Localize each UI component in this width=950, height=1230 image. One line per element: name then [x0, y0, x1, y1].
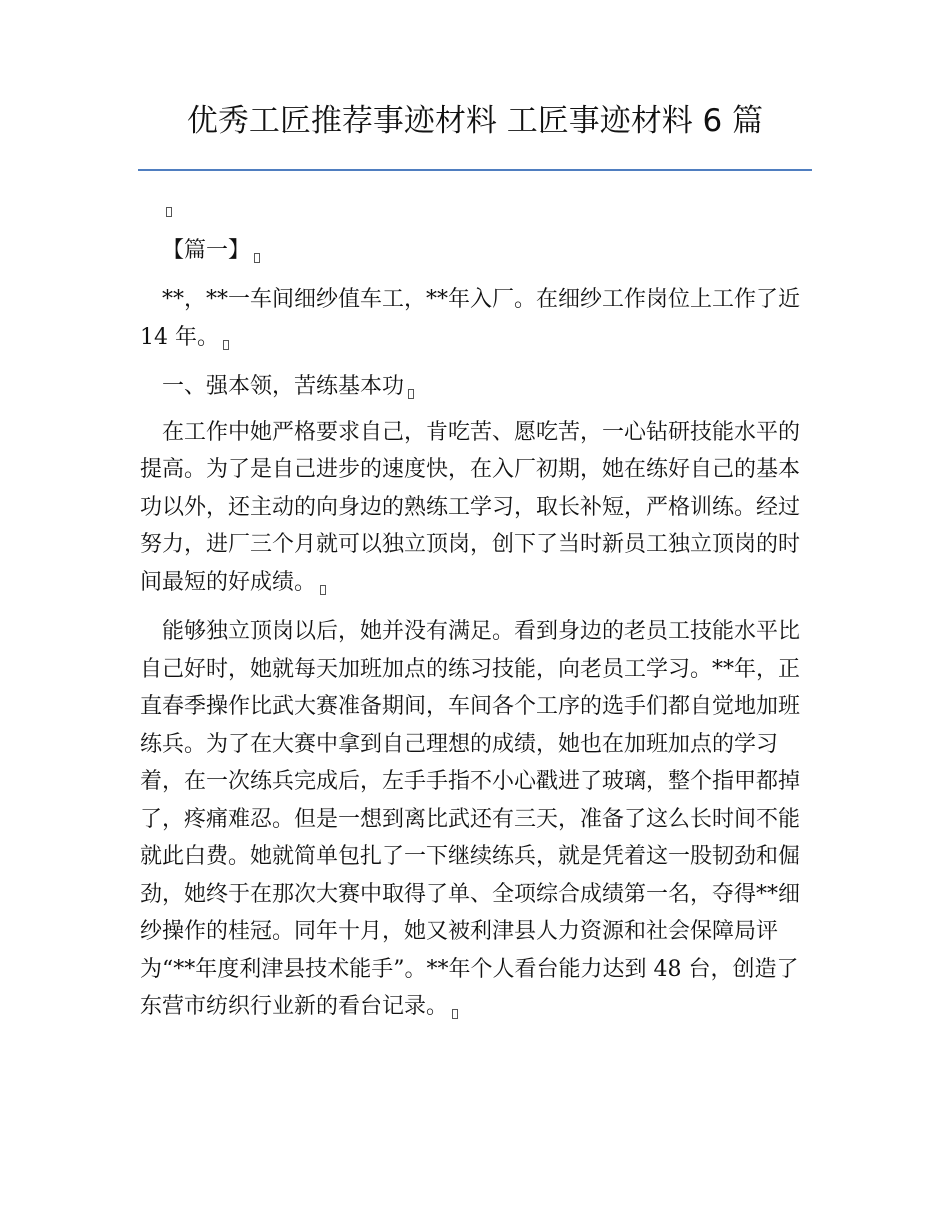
subheading-paragraph	[140, 368, 820, 406]
paragraph	[140, 281, 820, 356]
paragraph	[140, 414, 820, 602]
paragraph-text: **，**一车间细纱值车工，**年入厂。在细纱工作岗位上工作了近 14 年。	[140, 287, 801, 350]
paragraph	[140, 613, 820, 1026]
section-heading	[140, 232, 820, 270]
section-label: 【篇一】	[162, 237, 251, 263]
paragraph-text: 能够独立顶岗以后，她并没有满足。看到身边的老员工技能水平比自己好时，她就每天加班加点的练习技能，向老员工学习。**年，正直春季操作比武大赛准备期间，车间各个工序的选手们都自觉地加班练兵。为了在大赛中拿到自己理想的成绩，她也在加班加点的学习着，在一次练兵完成后，左手手指不小心戳进了玻璃，整个指甲都掉了，疼痛难忍。但是一想到离比武还有三天，准备了这么长时间不能就此白费。她就简单包扎了一下继续练兵，就是凭着这一股韧劲和倔劲，她终于在那次大赛中取得了单、全项综合成绩第一名，夺得**细纱操作的桂冠。同年十月，她又被利津县人力资源和社会保障局评为“**年度利津县技术能手”。**年个人看台能力达到 48 台，创造了东营市纺织行业新的看台记录。	[140, 619, 801, 1019]
title-divider	[138, 169, 812, 171]
document-body	[140, 186, 820, 1038]
paragraph-mark-icon	[223, 340, 229, 350]
paragraph-text: 一、强本领，苦练基本功	[162, 374, 405, 399]
paragraph-mark-icon	[320, 585, 326, 595]
paragraph-mark-icon	[254, 253, 260, 263]
empty-paragraph	[140, 186, 820, 224]
paragraph-mark-icon	[408, 389, 414, 399]
paragraph-mark-icon	[166, 207, 172, 217]
paragraph-mark-icon	[452, 1009, 458, 1019]
document-title: 优秀工匠推荐事迹材料 工匠事迹材料 6 篇	[186, 103, 764, 139]
paragraph-text: 在工作中她严格要求自己，肯吃苦、愿吃苦，一心钻研技能水平的提高。为了是自己进步的速度快，在入厂初期，她在练好自己的基本功以外，还主动的向身边的熟练工学习，取长补短，严格训练。经过努力，进厂三个月就可以独立顶岗，创下了当时新员工独立顶岗的时间最短的好成绩。	[140, 419, 801, 595]
